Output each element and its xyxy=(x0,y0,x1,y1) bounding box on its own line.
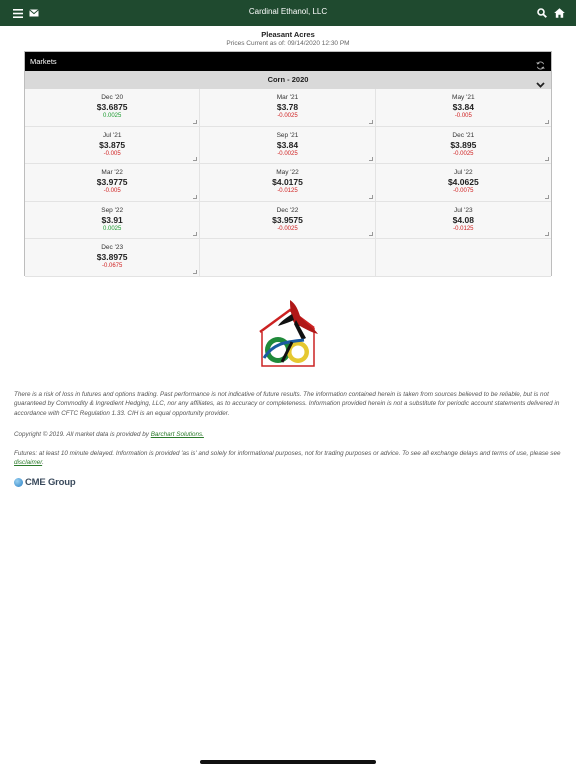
contract-month: May '22 xyxy=(276,169,299,177)
contract-tile[interactable] xyxy=(376,127,551,165)
contract-month: Mar '21 xyxy=(276,94,299,101)
disclaimer-link[interactable]: disclaimer xyxy=(14,459,43,467)
contract-month: Sep '21 xyxy=(276,131,299,139)
delay-notice xyxy=(14,449,562,468)
search-icon[interactable] xyxy=(535,6,549,20)
location-name: Pleasant Acres xyxy=(261,30,315,39)
contract-change: -0.0125 xyxy=(277,188,298,195)
delay-suffix: . xyxy=(42,459,44,467)
contract-price: $3.78 xyxy=(276,102,299,112)
contract-tile[interactable] xyxy=(200,127,375,165)
contract-price: $3.6875 xyxy=(96,102,128,112)
copyright-notice xyxy=(14,430,562,439)
contract-month: Jul '23 xyxy=(454,206,473,214)
contract-tile[interactable] xyxy=(200,164,375,202)
refresh-icon[interactable] xyxy=(536,57,545,66)
commodity-selector[interactable] xyxy=(25,71,551,89)
resize-handle-icon xyxy=(545,195,549,199)
resize-handle-icon xyxy=(369,232,373,236)
contract-price: $3.91 xyxy=(101,214,123,225)
contract-price: $3.8975 xyxy=(96,252,128,263)
cme-label: CME Group xyxy=(25,476,76,488)
contract-change: -0.0125 xyxy=(453,225,474,232)
resize-handle-icon xyxy=(545,232,549,236)
contract-tile[interactable] xyxy=(25,202,200,240)
contract-price: $3.84 xyxy=(276,139,299,150)
contract-tile[interactable] xyxy=(376,89,551,127)
contract-month: Jul '22 xyxy=(454,169,473,177)
contract-price: $4.08 xyxy=(452,214,474,225)
contract-price: $3.9775 xyxy=(96,177,128,188)
contract-change: -0.005 xyxy=(103,188,121,195)
resize-handle-icon xyxy=(193,270,197,274)
contract-tile[interactable] xyxy=(376,164,551,202)
contract-price: $3.875 xyxy=(99,139,126,150)
markets-header xyxy=(25,52,551,71)
resize-handle-icon xyxy=(545,120,549,124)
cme-group-logo xyxy=(14,476,75,488)
contract-change: -0.0025 xyxy=(277,150,298,157)
contract-tile[interactable] xyxy=(200,202,375,240)
contract-price: $3.84 xyxy=(452,102,474,112)
empty-tile xyxy=(376,239,551,277)
contract-tile[interactable] xyxy=(200,89,375,127)
risk-disclaimer: There is a risk of loss in futures and options trading. Past performance is not indicative of future results. The information contained herein is taken from sources believed to be reliable, but is not guaranteed by Commodity & Ingredient Hedging, LLC, nor any affiliates, as to accuracy or completeness. Information provided herein is not a substitute for periodic account statements delivered in accordance with CFTC Regulation 1.33. CIH is an equal opportunity provider. xyxy=(14,391,560,417)
contract-month: Dec '21 xyxy=(452,131,475,139)
contracts-grid xyxy=(25,89,551,277)
company-logo xyxy=(252,298,324,370)
contract-month: Dec '23 xyxy=(101,244,124,252)
contract-change: -0.005 xyxy=(454,113,472,119)
globe-icon xyxy=(14,478,23,487)
home-indicator[interactable] xyxy=(200,760,376,764)
contract-tile[interactable] xyxy=(376,202,551,240)
contract-change: 0.0025 xyxy=(102,113,122,119)
app-header xyxy=(0,0,576,26)
resize-handle-icon xyxy=(193,195,197,199)
contract-price: $3.895 xyxy=(450,139,477,150)
copyright-text: Copyright © 2019. All market data is provided by xyxy=(14,431,151,438)
home-icon[interactable] xyxy=(552,6,566,20)
contract-change: -0.0025 xyxy=(277,225,298,232)
resize-handle-icon xyxy=(369,120,373,124)
contract-month: Jul '21 xyxy=(102,131,122,139)
resize-handle-icon xyxy=(193,232,197,236)
contract-tile[interactable] xyxy=(25,127,200,165)
markets-panel xyxy=(24,51,552,276)
contract-month: Dec '20 xyxy=(101,94,124,101)
contract-change: -0.0025 xyxy=(277,113,298,119)
contract-month: Dec '22 xyxy=(276,206,299,214)
resize-handle-icon xyxy=(369,157,373,161)
resize-handle-icon xyxy=(545,157,549,161)
empty-tile xyxy=(200,239,375,277)
contract-change: -0.0025 xyxy=(453,150,474,157)
contract-tile[interactable] xyxy=(25,89,200,127)
contract-change: -0.005 xyxy=(103,150,121,157)
contract-month: Mar '22 xyxy=(101,169,123,177)
chevron-down-icon[interactable] xyxy=(536,76,545,84)
contract-change: 0.0025 xyxy=(102,225,122,232)
commodity-label: Corn - 2020 xyxy=(267,75,309,84)
resize-handle-icon xyxy=(193,157,197,161)
contract-price: $4.0175 xyxy=(272,177,303,188)
contract-month: Sep '22 xyxy=(101,206,124,214)
delay-text: Futures: at least 10 minute delayed. Information is provided 'as is' and solely for informational purposes, not for trading purposes or advice. To see all exchange delays and terms of use, please see xyxy=(14,450,561,457)
markets-title: Markets xyxy=(30,57,57,66)
resize-handle-icon xyxy=(193,120,197,124)
contract-tile[interactable] xyxy=(25,164,200,202)
contract-price: $4.0625 xyxy=(447,177,479,188)
contract-month: May '21 xyxy=(452,94,475,101)
contract-change: -0.0675 xyxy=(101,263,123,270)
contract-change: -0.0075 xyxy=(453,188,474,195)
contract-price: $3.9575 xyxy=(272,214,303,225)
resize-handle-icon xyxy=(369,195,373,199)
app-title: Cardinal Ethanol, LLC xyxy=(248,7,328,16)
barchart-link[interactable]: Barchart Solutions. xyxy=(150,431,204,438)
contract-tile[interactable] xyxy=(25,239,200,277)
prices-current-timestamp: Prices Current as of: 09/14/2020 12:30 PM xyxy=(226,40,350,47)
